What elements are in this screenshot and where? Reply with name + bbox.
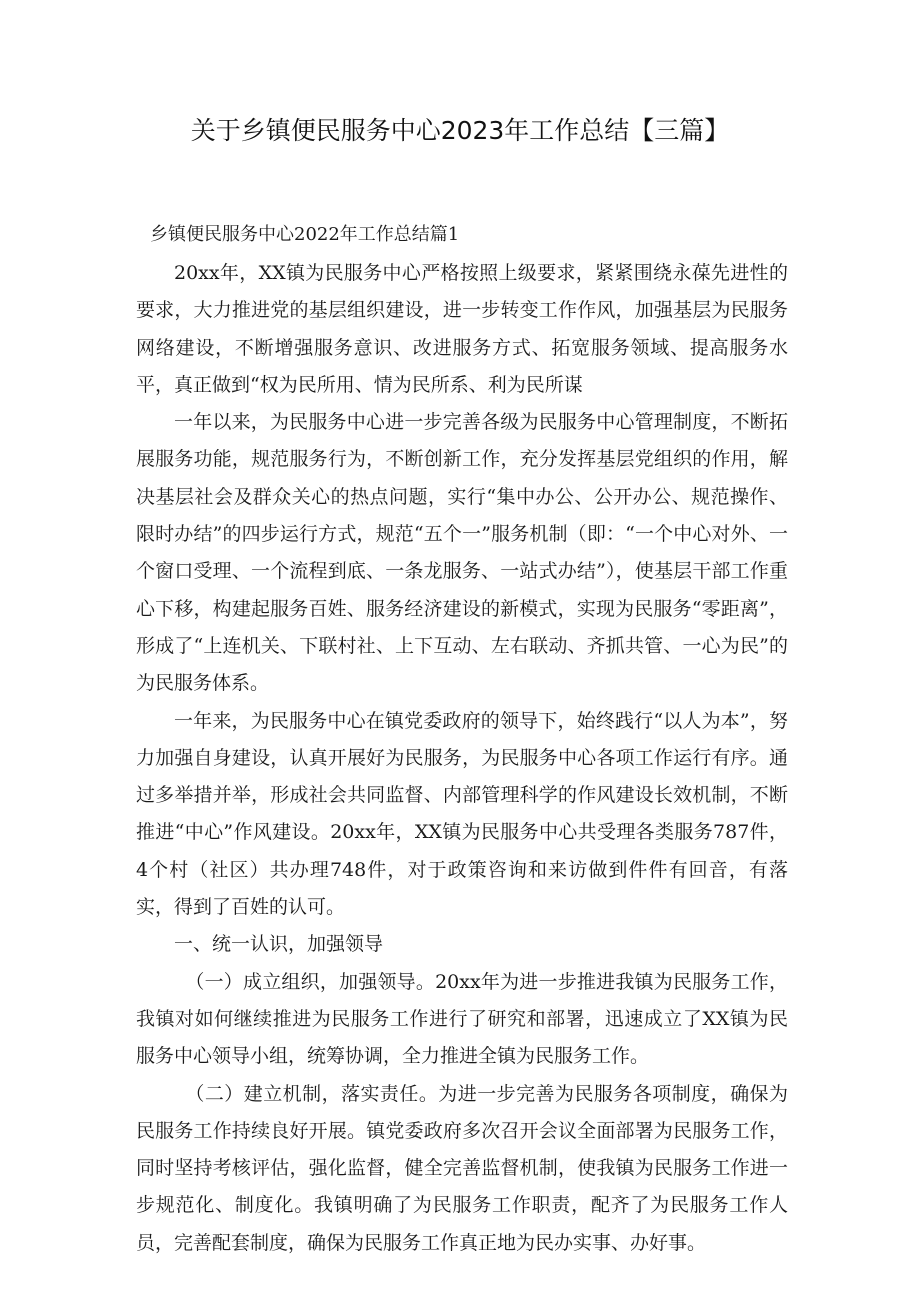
document-title: 关于乡镇便民服务中心2023年工作总结【三篇】 xyxy=(190,116,730,145)
section-heading: 乡镇便民服务中心2022年工作总结篇1 xyxy=(150,224,460,245)
paragraph-service-system: 一年以来，为民服务中心进一步完善各级为民服务中心管理制度，不断拓展服务功能，规范服务行为，不断创新工作，充分发挥基层党组织的作用，解决基层社会及群众关心的热点问题，实行“集中办公、公开办公、规范操作、限时办结”的四步运行方式，规范“五个一”服务机制（即：“一个中心对外、一个窗口受理、一个流程到底、一条龙服务、一站式办结”），使基层干部工作重心下移，构建起服务百姓、服务经济建设的新模式，实现为民服务“零距离”，形成了“上连机关、下联村社、上下互动、左右联动、齐抓共管、一心为民”的为民服务体系。 xyxy=(136,411,788,695)
sub-paragraph-mechanism: （二）建立机制，落实责任。为进一步完善为民服务各项制度，确保为民服务工作持续良好开展。镇党委政府多次召开会议全面部署为民服务工作，同时坚持考核评估，强化监督，健全完善监督机制，使我镇为民服务工作进一步规范化、制度化。我镇明确了为民服务工作职责，配齐了为民服务工作人员，完善配套制度，确保为民服务工作真正地为民办实事、办好事。 xyxy=(136,1082,788,1254)
sub-paragraph-organization: （一）成立组织，加强领导。20xx年为进一步推进我镇为民服务工作，我镇对如何继续推进为民服务工作进行了研究和部署，迅速成立了XX镇为民服务中心领导小组，统筹协调，全力推进全镇为民服务工作。 xyxy=(136,970,788,1068)
section-heading-unify: 一、统一认识，加强领导 xyxy=(174,933,384,956)
paragraph-intro: 20xx年，XX镇为民服务中心严格按照上级要求，紧紧围绕永葆先进性的要求，大力推进党的基层组织建设，进一步转变工作作风，加强基层为民服务网络建设，不断增强服务意识、改进服务方式、拓宽服务领域、提高服务水平，真正做到“权为民所用、情为民所系、利为民所谋 xyxy=(136,262,788,396)
document-body xyxy=(136,255,788,1262)
paragraph-annual-results: 一年来，为民服务中心在镇党委政府的领导下，始终践行“以人为本”，努力加强自身建设，认真开展好为民服务，为民服务中心各项工作运行有序。通过多举措并举，形成社会共同监督、内部管理科学的作风建设长效机制，不断推进“中心”作风建设。20xx年，XX镇为民服务中心共受理各类服务787件，4个村（社区）共办理748件，对于政策咨询和来访做到件件有回音，有落实，得到了百姓的认可。 xyxy=(136,709,788,919)
